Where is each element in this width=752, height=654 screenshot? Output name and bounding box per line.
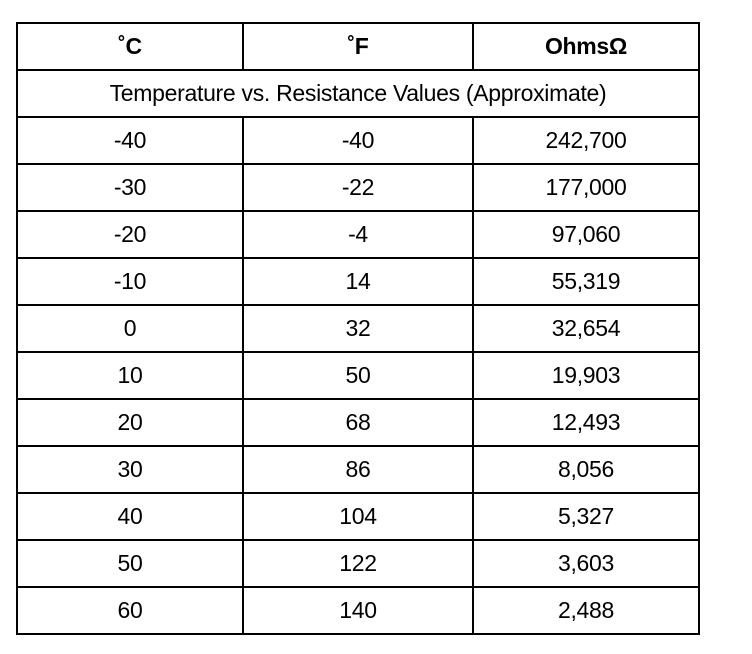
table-row <box>17 258 699 305</box>
table-row <box>17 164 699 211</box>
celsius-cell: -30 <box>17 164 243 211</box>
table-row <box>17 211 699 258</box>
ohms-cell: 2,488 <box>473 587 699 634</box>
celsius-cell: 20 <box>17 399 243 446</box>
celsius-cell: 30 <box>17 446 243 493</box>
header-ohms: OhmsΩ <box>473 23 699 70</box>
ohms-cell: 12,493 <box>473 399 699 446</box>
fahrenheit-cell: 32 <box>243 305 473 352</box>
fahrenheit-cell: 122 <box>243 540 473 587</box>
table-row <box>17 446 699 493</box>
ohms-cell: 97,060 <box>473 211 699 258</box>
fahrenheit-cell: -4 <box>243 211 473 258</box>
table-row <box>17 117 699 164</box>
table-row <box>17 352 699 399</box>
header-row <box>17 23 699 70</box>
header-celsius: ˚C <box>17 23 243 70</box>
temperature-resistance-table <box>16 22 700 635</box>
ohms-cell: 242,700 <box>473 117 699 164</box>
celsius-cell: 50 <box>17 540 243 587</box>
ohms-cell: 55,319 <box>473 258 699 305</box>
celsius-cell: -40 <box>17 117 243 164</box>
caption-row <box>17 70 699 117</box>
fahrenheit-cell: 104 <box>243 493 473 540</box>
fahrenheit-cell: 86 <box>243 446 473 493</box>
fahrenheit-cell: -40 <box>243 117 473 164</box>
table-row <box>17 587 699 634</box>
celsius-cell: 40 <box>17 493 243 540</box>
fahrenheit-cell: 68 <box>243 399 473 446</box>
celsius-cell: 60 <box>17 587 243 634</box>
celsius-cell: 0 <box>17 305 243 352</box>
fahrenheit-cell: 140 <box>243 587 473 634</box>
table-body <box>17 117 699 634</box>
ohms-cell: 19,903 <box>473 352 699 399</box>
ohms-cell: 177,000 <box>473 164 699 211</box>
ohms-cell: 5,327 <box>473 493 699 540</box>
celsius-cell: -20 <box>17 211 243 258</box>
fahrenheit-cell: 50 <box>243 352 473 399</box>
table-row <box>17 399 699 446</box>
ohms-cell: 8,056 <box>473 446 699 493</box>
ohms-cell: 3,603 <box>473 540 699 587</box>
table-row <box>17 493 699 540</box>
table-row <box>17 305 699 352</box>
header-fahrenheit: ˚F <box>243 23 473 70</box>
fahrenheit-cell: 14 <box>243 258 473 305</box>
fahrenheit-cell: -22 <box>243 164 473 211</box>
table-row <box>17 540 699 587</box>
ohms-cell: 32,654 <box>473 305 699 352</box>
table-caption: Temperature vs. Resistance Values (Approximate) <box>17 70 699 117</box>
celsius-cell: 10 <box>17 352 243 399</box>
celsius-cell: -10 <box>17 258 243 305</box>
